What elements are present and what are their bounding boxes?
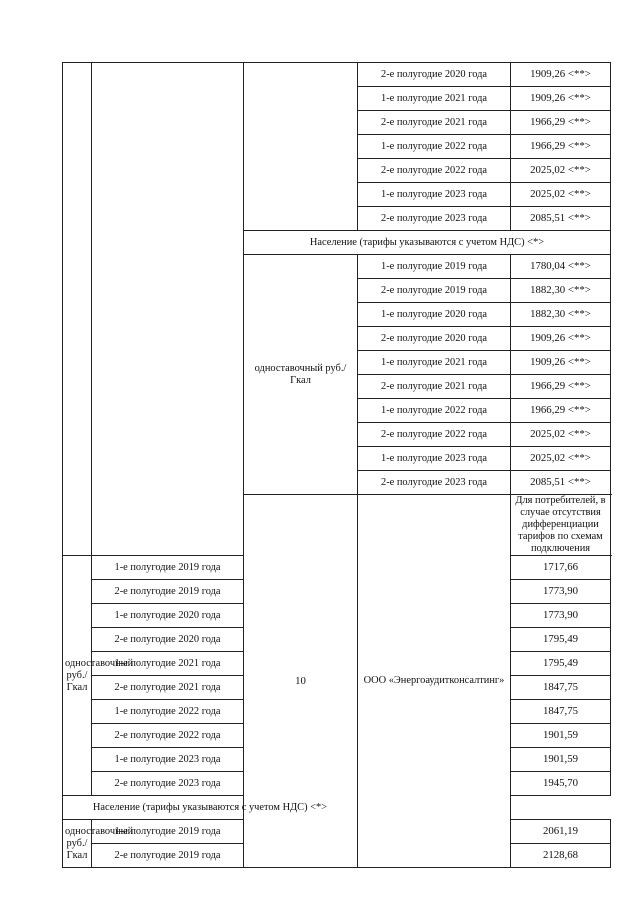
tariff-value-cell: 1909,26 <**> — [511, 351, 611, 375]
tariff-value-cell: 1966,29 <**> — [511, 135, 611, 159]
period-cell: 2-е полугодие 2023 года — [358, 207, 511, 231]
period-cell: 1-е полугодие 2023 года — [92, 748, 244, 772]
unit-cell: одноставочный руб./Гкал — [63, 820, 92, 868]
row-number-cell-continued — [63, 63, 92, 556]
tariff-table — [62, 62, 611, 868]
tariff-value-cell: 1780,04 <**> — [511, 255, 611, 279]
tariff-value-cell: 1901,59 — [511, 748, 611, 772]
tariff-value-cell: 1795,49 — [511, 652, 611, 676]
period-cell: 1-е полугодие 2019 года — [358, 255, 511, 279]
period-cell: 2-е полугодие 2019 года — [92, 844, 244, 868]
period-cell: 1-е полугодие 2022 года — [92, 700, 244, 724]
tariff-value-cell: 1795,49 — [511, 628, 611, 652]
tariff-value-cell: 1966,29 <**> — [511, 111, 611, 135]
period-cell: 1-е полугодие 2023 года — [358, 183, 511, 207]
tariff-value-cell: 2025,02 <**> — [511, 447, 611, 471]
tariff-value-cell: 1882,30 <**> — [511, 279, 611, 303]
period-cell: 2-е полугодие 2021 года — [358, 111, 511, 135]
row-number-cell: 10 — [244, 495, 358, 868]
organization-cell-continued — [92, 63, 244, 556]
tariff-value-cell: 1773,90 — [511, 580, 611, 604]
period-cell: 2-е полугодие 2021 года — [358, 375, 511, 399]
tariff-value-cell: 2085,51 <**> — [511, 471, 611, 495]
tariff-value-cell: 2025,02 <**> — [511, 159, 611, 183]
period-cell: 1-е полугодие 2021 года — [358, 87, 511, 111]
period-cell: 2-е полугодие 2019 года — [92, 580, 244, 604]
tariff-value-cell: 1945,70 — [511, 772, 611, 796]
period-cell: 2-е полугодие 2022 года — [92, 724, 244, 748]
tariff-value-cell: 2128,68 — [511, 844, 611, 868]
period-cell: 2-е полугодие 2022 года — [358, 159, 511, 183]
tariff-value-cell: 1847,75 — [511, 700, 611, 724]
organization-name-cell: ООО «Энергоаудитконсалтинг» — [358, 495, 511, 868]
period-cell: 2-е полугодие 2020 года — [358, 63, 511, 87]
period-cell: 1-е полугодие 2020 года — [92, 604, 244, 628]
period-cell: 2-е полугодие 2023 года — [358, 471, 511, 495]
tariff-value-cell: 1966,29 <**> — [511, 399, 611, 423]
period-cell: 1-е полугодие 2021 года — [358, 351, 511, 375]
tariff-value-cell: 1966,29 <**> — [511, 375, 611, 399]
unit-cell: одноставочный руб./Гкал — [63, 556, 92, 796]
tariff-value-cell: 1847,75 — [511, 676, 611, 700]
population-section-header: Население (тарифы указываются с учетом НДС) <*> — [244, 231, 611, 255]
period-cell: 2-е полугодие 2019 года — [358, 279, 511, 303]
period-cell: 2-е полугодие 2020 года — [92, 628, 244, 652]
period-cell: 2-е полугодие 2020 года — [358, 327, 511, 351]
tariff-value-cell: 1882,30 <**> — [511, 303, 611, 327]
period-cell: 2-е полугодие 2021 года — [92, 676, 244, 700]
period-cell: 1-е полугодие 2019 года — [92, 820, 244, 844]
period-cell: 1-е полугодие 2023 года — [358, 447, 511, 471]
tariff-value-cell: 2085,51 <**> — [511, 207, 611, 231]
period-cell: 1-е полугодие 2020 года — [358, 303, 511, 327]
period-cell: 1-е полугодие 2019 года — [92, 556, 244, 580]
consumers-section-header: Для потребителей, в случае отсутствия дифференциации тарифов по схемам подключения — [511, 495, 611, 556]
tariff-value-cell: 1909,26 <**> — [511, 87, 611, 111]
population-section-header: Население (тарифы указываются с учетом НДС) <*> — [63, 796, 358, 820]
period-cell: 1-е полугодие 2022 года — [358, 135, 511, 159]
period-cell: 2-е полугодие 2022 года — [358, 423, 511, 447]
tariff-value-cell: 2025,02 <**> — [511, 183, 611, 207]
period-cell: 2-е полугодие 2023 года — [92, 772, 244, 796]
tariff-table-page — [62, 62, 610, 868]
tariff-value-cell: 1909,26 <**> — [511, 327, 611, 351]
tariff-value-cell: 1909,26 <**> — [511, 63, 611, 87]
period-cell: 1-е полугодие 2022 года — [358, 399, 511, 423]
tariff-value-cell: 1901,59 — [511, 724, 611, 748]
period-cell: 1-е полугодие 2021 года — [92, 652, 244, 676]
tariff-value-cell: 1717,66 — [511, 556, 611, 580]
tariff-value-cell: 2061,19 — [511, 820, 611, 844]
unit-cell: одноставочный руб./Гкал — [244, 255, 358, 495]
tariff-value-cell: 1773,90 — [511, 604, 611, 628]
unit-cell-continued — [244, 63, 358, 231]
tariff-value-cell: 2025,02 <**> — [511, 423, 611, 447]
